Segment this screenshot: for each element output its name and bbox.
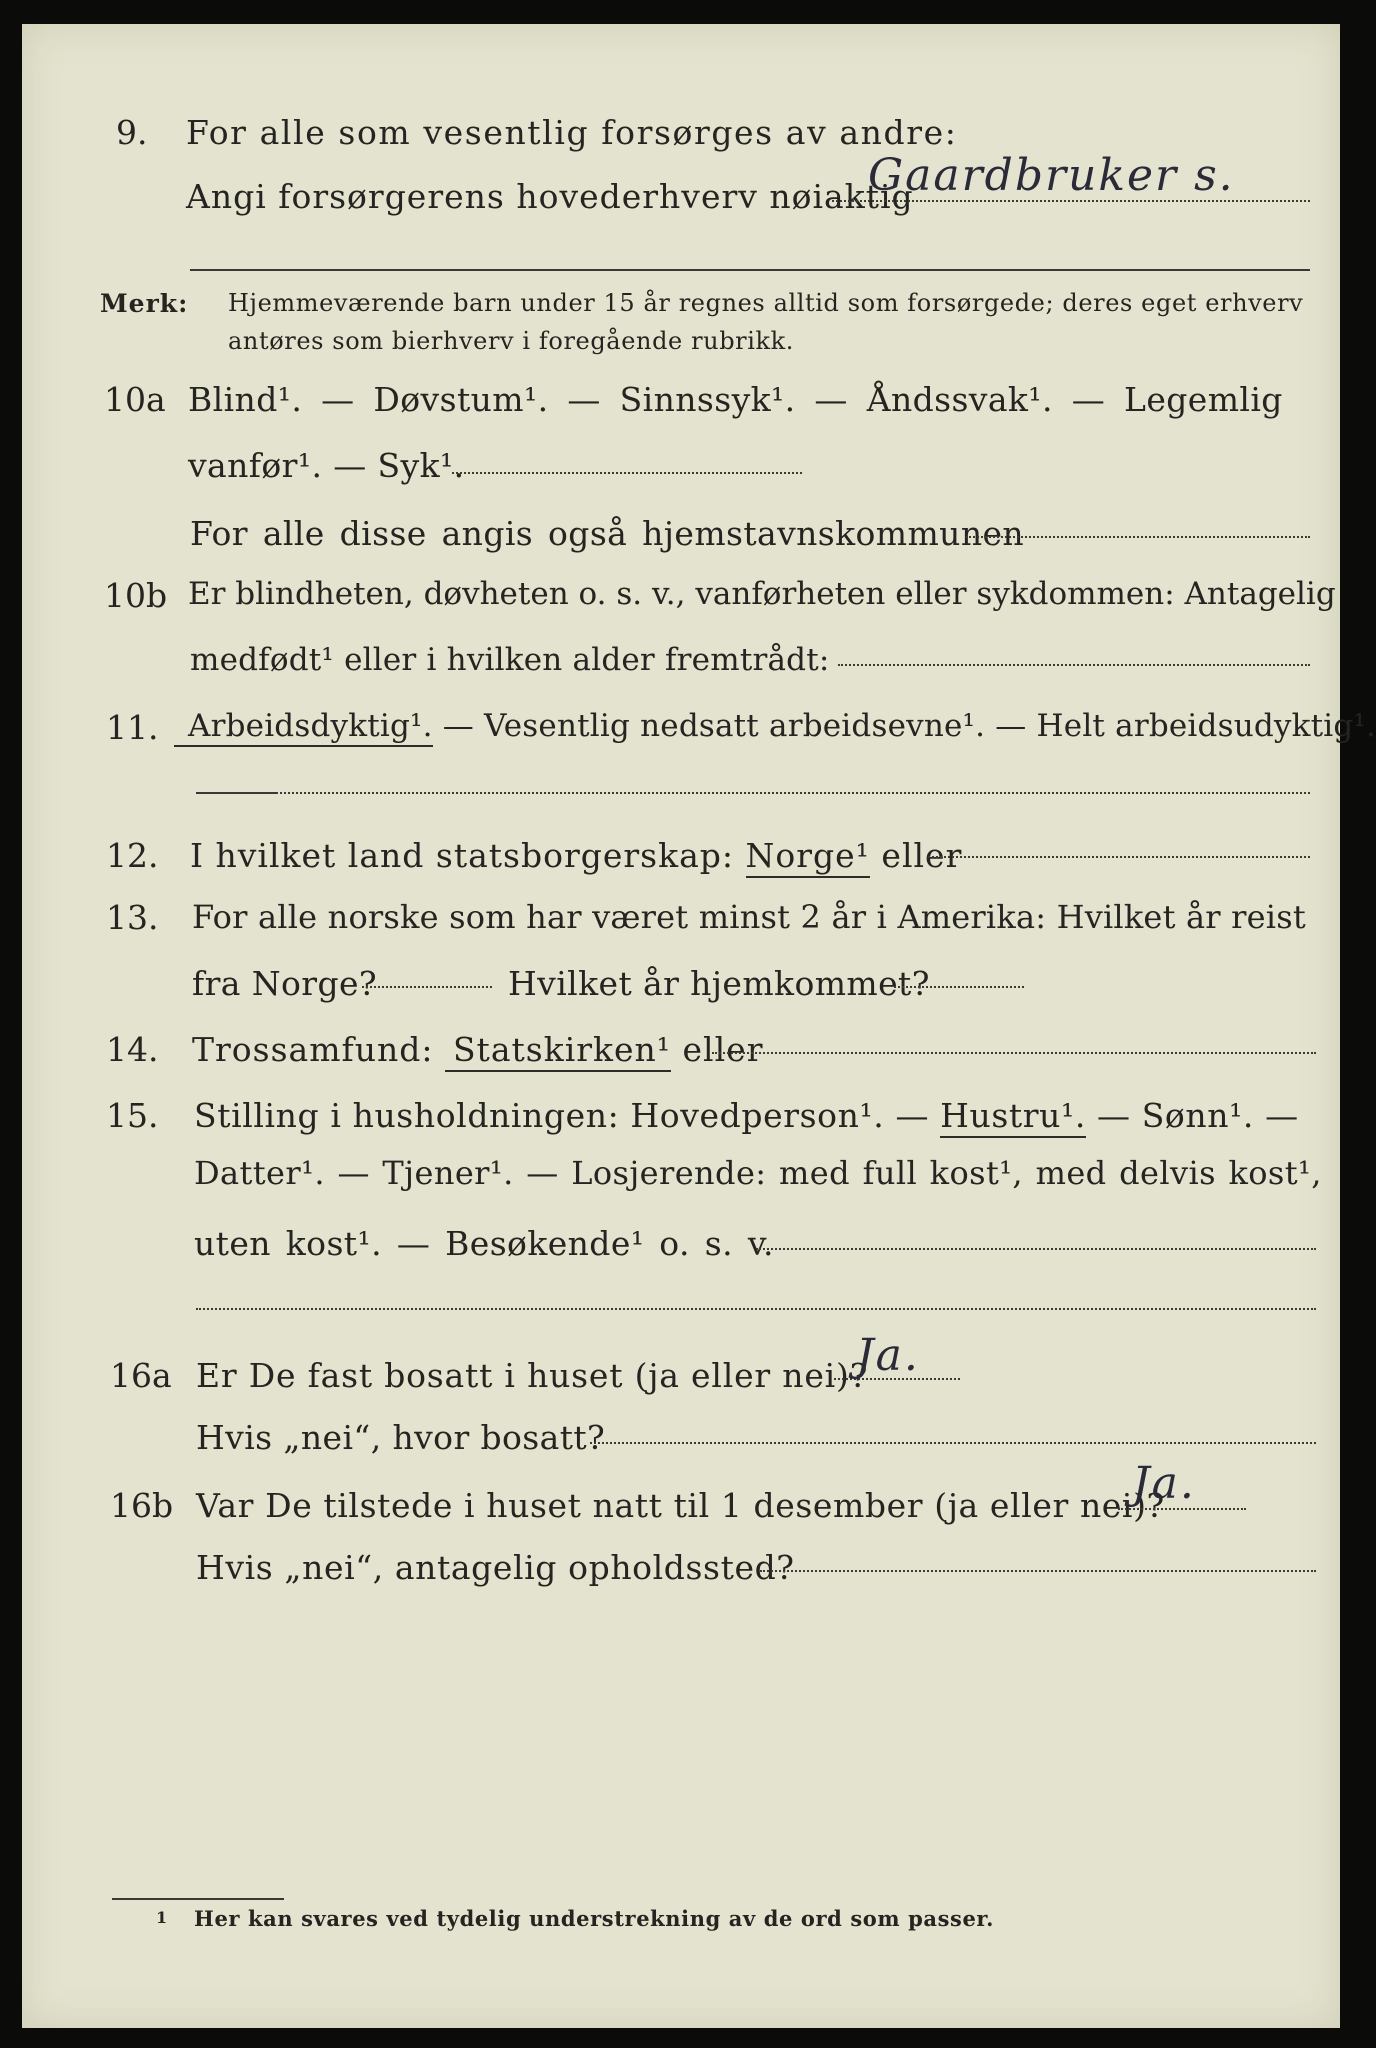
q12-prefix: I hvilket land statsborgerskap: [190,836,746,875]
q9-number: 9. [116,113,148,152]
q11-number: 11. [106,708,159,747]
q10a-line1: Blind¹. — Døvstum¹. — Sinnssyk¹. — Åndssvak¹. — Legemlig [188,380,1283,419]
q13-year-left-line[interactable] [362,986,492,988]
q9-blank-line [190,269,1310,271]
q16b-number: 16b [110,1486,174,1525]
q9-line1: For alle som vesentlig forsørges av andre: [186,113,958,152]
q11-options [190,708,1376,744]
q13-line2b: Hvilket år hjemkommet? [508,964,930,1003]
merk-line2: antøres som bierhverv i foregående rubrikk. [228,327,795,355]
footnote-marker: 1 [156,1908,168,1927]
q15-blank-line [196,1308,1316,1310]
q15-line2: Datter¹. — Tjener¹. — Losjerende: med full kost¹, med delvis kost¹, [194,1154,1322,1192]
q12-suffix: eller [869,836,963,875]
q16a-line1: Er De fast bosatt i huset (ja eller nei)? [196,1356,869,1395]
q16b-line2: Hvis „nei“, antagelig opholdssted? [196,1548,795,1587]
q10b-line2: medfødt¹ eller i hvilken alder fremtrådt: [190,642,830,678]
merk-line1: Hjemmeværende barn under 15 år regnes alltid som forsørgede; deres eget erhverv [228,289,1304,317]
q10a-line3: For alle disse angis også hjemstavnskommunen [190,514,1025,553]
q9-handwritten-answer: Gaardbruker s. [868,150,1235,201]
q16a-line2: Hvis „nei“, hvor bosatt? [196,1418,606,1457]
q16b-opholdssted-line[interactable] [760,1570,1316,1572]
q13-year-returned-line[interactable] [894,986,1024,988]
census-form-page [22,24,1340,2028]
q16a-number: 16a [110,1356,172,1395]
footnote-separator [112,1898,284,1900]
footnote-text: Her kan svares ved tydelig understrekning av de ord som passer. [194,1906,995,1931]
q16b-handwritten-answer: Ja. [1132,1458,1196,1509]
q12-number: 12. [106,836,159,875]
q13-number: 13. [106,898,159,937]
q11-option-arbeidsdyktig[interactable]: Arbeidsdyktig¹. [174,708,433,747]
merk-label: Merk: [100,289,189,318]
q10a-hjemstavn-line[interactable] [966,536,1310,538]
q11-blank-line [196,792,1310,794]
q13-line1: For alle norske som har været minst 2 år i Amerika: Hvilket år reist [192,898,1306,936]
q15-line3: uten kost¹. — Besøkende¹ o. s. v. [194,1224,774,1263]
q15-answer-line[interactable] [756,1248,1316,1250]
q14-number: 14. [106,1030,159,1069]
q10a-line2: vanfør¹. — Syk¹. [188,446,465,485]
q14-suffix: eller [671,1030,764,1069]
q10b-line1: Er blindheten, døvheten o. s. v., vanførheten eller sykdommen: Antagelig [188,576,1336,612]
q9-line2: Angi forsørgerens hovederhverv nøiaktig [186,177,914,216]
q15-number: 15. [106,1096,159,1135]
q12-answer-line[interactable] [928,856,1310,858]
q15-option-hustru[interactable]: Hustru¹. [940,1096,1086,1138]
q12-option-norge[interactable]: Norge¹ [746,836,870,878]
q10a-number: 10a [104,380,166,419]
q11-underline-stub [196,792,278,794]
q16b-line1: Var De tilstede i huset natt til 1 desember (ja eller nei)? [196,1486,1165,1525]
q10b-number: 10b [104,576,168,615]
q14-prefix: Trossamfund: [192,1030,445,1069]
q15-line1-prefix: Stilling i husholdningen: Hovedperson¹. — [194,1096,941,1135]
q14-option-statskirken[interactable]: Statskirken¹ [445,1030,671,1072]
q14-answer-line[interactable] [712,1052,1316,1054]
q15-line1 [194,1096,1299,1135]
q11-other-options: — Vesentlig nedsatt arbeidsevne¹. — Helt arbeidsudyktig¹. [432,708,1376,744]
q15-line1-suffix: — Sønn¹. — [1085,1096,1299,1135]
q16a-bosatt-line[interactable] [590,1442,1316,1444]
q16a-handwritten-answer: Ja. [856,1330,920,1381]
q10b-answer-line[interactable] [838,664,1310,666]
q12-text [190,836,962,875]
q14-text [192,1030,763,1069]
q13-line2a: fra Norge? [192,964,378,1003]
q10a-syk-line[interactable] [452,472,802,474]
